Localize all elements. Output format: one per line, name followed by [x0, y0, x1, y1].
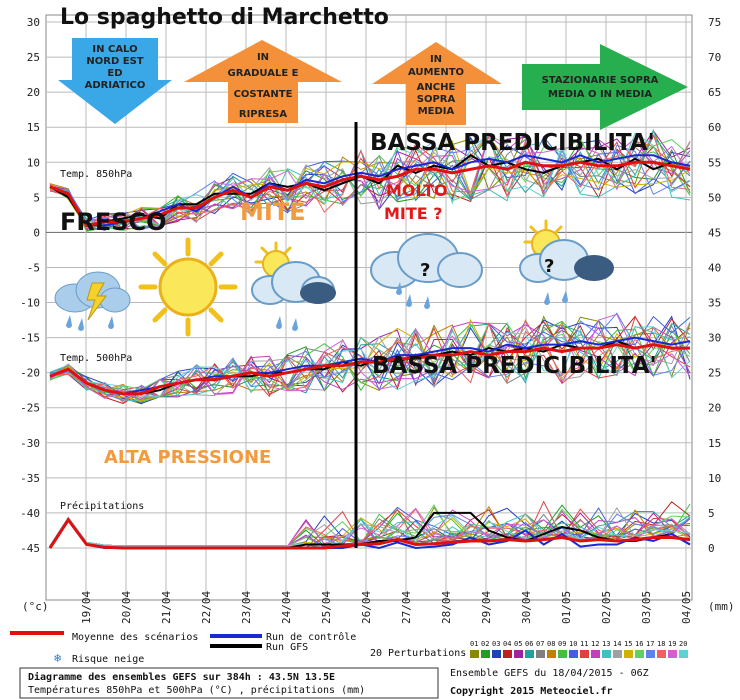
y-tick-right: 40 [708, 261, 722, 275]
svg-text:IN: IN [429, 54, 443, 65]
y-tick-left: 20 [26, 86, 40, 100]
x-tick-label: 24/04 [280, 590, 293, 624]
svg-text:MEDIA O IN MEDIA: MEDIA O IN MEDIA [547, 89, 653, 100]
y-tick-right: 15 [708, 436, 722, 450]
perturbation-number: 06 [525, 640, 534, 648]
svg-text:MEDIA: MEDIA [417, 106, 455, 117]
y-tick-left: 0 [33, 226, 40, 240]
perturbation-number: 16 [635, 640, 644, 648]
legend-control: Run de contrôle [266, 632, 357, 643]
perturbation-number: 13 [602, 640, 611, 648]
legend-gfs: Run GFS [266, 642, 309, 653]
x-tick-label: 23/04 [240, 590, 253, 624]
legend-snow: Risque neige [72, 654, 145, 665]
footer-line2: Températures 850hPa et 500hPa (°C) , précipitations (mm) [28, 685, 366, 696]
snowflake-icon: ❄ [54, 651, 62, 665]
annotation-mite-q: MITE ? [384, 204, 443, 223]
perturbation-number: 09 [558, 640, 567, 648]
legend [10, 631, 688, 665]
perturbation-swatch [481, 650, 490, 658]
perturbation-number: 12 [591, 640, 600, 648]
perturbation-number: 11 [580, 640, 589, 648]
y-tick-left: 5 [33, 191, 40, 205]
perturbation-swatch [547, 650, 556, 658]
y-tick-left: 30 [26, 16, 40, 29]
x-tick-label: 19/04 [80, 590, 93, 624]
perturbation-number: 03 [492, 640, 501, 648]
y-tick-right: 0 [708, 542, 715, 555]
x-tick-label: 26/04 [360, 590, 373, 624]
perturbation-swatch [613, 650, 622, 658]
section-label-t500: Temp. 500hPa [60, 353, 133, 364]
section-label-t850: Temp. 850hPa [60, 169, 133, 180]
annotation-fresco: FRESCO [60, 208, 167, 236]
perturbation-swatch [569, 650, 578, 658]
x-tick-label: 20/04 [120, 590, 133, 624]
footer-line1: Diagramme des ensembles GEFS sur 384h : 43.5N 13.5E [28, 672, 336, 683]
annotation-mite: MITE [240, 198, 306, 226]
x-tick-label: 22/04 [200, 590, 213, 624]
perturbation-number: 05 [514, 640, 523, 648]
svg-text:ADRIATICO: ADRIATICO [84, 80, 146, 91]
perturbation-number: 01 [470, 640, 479, 648]
svg-text:IN CALO: IN CALO [92, 44, 138, 55]
question-mark-1: ? [420, 260, 431, 281]
perturbation-swatch [470, 650, 479, 658]
perturbation-swatch [503, 650, 512, 658]
y-tick-right: 60 [708, 121, 722, 135]
perturbation-number: 19 [668, 640, 677, 648]
y-tick-left: -5 [26, 261, 40, 275]
x-tick-label: 02/05 [600, 590, 613, 624]
y-tick-right: 45 [708, 226, 722, 240]
perturbation-swatch [514, 650, 523, 658]
perturbation-swatch [646, 650, 655, 658]
x-tick-label: 04/05 [680, 590, 693, 624]
y-tick-right: 70 [708, 51, 722, 65]
y-tick-left: -35 [20, 471, 40, 485]
perturbation-legend [470, 640, 688, 658]
y-tick-right: 35 [708, 296, 722, 310]
svg-text:ED: ED [107, 68, 123, 79]
svg-text:IN: IN [256, 52, 270, 63]
y-tick-left: 25 [26, 51, 40, 65]
perturbation-number: 04 [503, 640, 512, 648]
y-tick-left: 15 [26, 121, 40, 135]
x-tick-label: 21/04 [160, 590, 173, 624]
annotation-molto: MOLTO [386, 181, 448, 200]
svg-text:RIPRESA: RIPRESA [238, 109, 288, 120]
perturbation-swatch [580, 650, 589, 658]
y-tick-right: 5 [708, 506, 715, 520]
perturbation-swatch [657, 650, 666, 658]
perturbation-number: 08 [547, 640, 556, 648]
perturbation-swatch [591, 650, 600, 658]
sun-icon [141, 240, 235, 334]
x-tick-label: 28/04 [440, 590, 453, 624]
x-tick-label: 01/05 [560, 590, 573, 624]
perturbation-swatch [525, 650, 534, 658]
perturbation-number: 15 [624, 640, 633, 648]
perturbation-number: 14 [613, 640, 622, 648]
y-tick-left: 10 [26, 156, 40, 170]
perturbation-number: 07 [536, 640, 545, 648]
perturbation-number: 10 [569, 640, 578, 648]
perturbation-swatch [558, 650, 567, 658]
x-tick-label: 03/05 [640, 590, 653, 624]
x-tick-label: 30/04 [520, 590, 533, 624]
y-tick-right: 20 [708, 401, 722, 415]
y-tick-left: -20 [20, 366, 40, 380]
y-tick-left: -30 [20, 436, 40, 450]
legend-perturbations: 20 Perturbations [370, 648, 467, 659]
x-tick-label: 27/04 [400, 590, 413, 624]
perturbation-number: 02 [481, 640, 490, 648]
perturbation-number: 17 [646, 640, 655, 648]
y-tick-left: -45 [20, 542, 40, 555]
footer-ensemble: Ensemble GEFS du 18/04/2015 - 06Z [450, 668, 649, 679]
x-tick-label: 25/04 [320, 590, 333, 624]
annotation-bassa-top: BASSA PREDICIBILITA' [370, 130, 655, 156]
perturbation-swatch [602, 650, 611, 658]
perturbation-swatch [536, 650, 545, 658]
right-unit: (mm) [708, 600, 735, 613]
y-tick-right: 10 [708, 471, 722, 485]
y-tick-left: -40 [20, 506, 40, 520]
svg-text:ANCHE: ANCHE [416, 82, 456, 93]
svg-text:COSTANTE: COSTANTE [233, 89, 293, 100]
svg-text:STAZIONARIE SOPRA: STAZIONARIE SOPRA [541, 75, 659, 86]
svg-text:NORD EST: NORD EST [86, 56, 144, 67]
legend-mean: Moyenne des scénarios [72, 632, 199, 643]
perturbation-swatch [624, 650, 633, 658]
y-tick-right: 75 [708, 16, 722, 29]
y-tick-right: 25 [708, 366, 722, 380]
left-unit: (°c) [22, 600, 49, 613]
y-tick-left: -15 [20, 331, 40, 345]
svg-text:AUMENTO: AUMENTO [407, 67, 465, 78]
perturbation-swatch [635, 650, 644, 658]
annotation-bassa-mid: BASSA PREDICIBILITA' [372, 353, 657, 379]
y-tick-right: 30 [708, 331, 722, 345]
perturbation-number: 20 [679, 640, 688, 648]
footer-copyright: Copyright 2015 Meteociel.fr [450, 686, 613, 697]
annotation-alta-pressione: ALTA PRESSIONE [104, 447, 272, 468]
svg-text:SOPRA: SOPRA [416, 94, 456, 105]
x-tick-label: 29/04 [480, 590, 493, 624]
perturbation-number: 18 [657, 640, 666, 648]
section-label-precip: Précipitations [60, 501, 145, 512]
y-tick-left: -25 [20, 401, 40, 415]
y-tick-left: -10 [20, 296, 40, 310]
y-tick-right: 50 [708, 191, 722, 205]
page-title: Lo spaghetto di Marchetto [60, 5, 389, 30]
question-mark-2: ? [544, 256, 555, 277]
perturbation-swatch [679, 650, 688, 658]
y-tick-right: 55 [708, 156, 722, 170]
y-tick-right: 65 [708, 86, 722, 100]
perturbation-swatch [668, 650, 677, 658]
perturbation-swatch [492, 650, 501, 658]
svg-text:GRADUALE E: GRADUALE E [227, 68, 299, 79]
